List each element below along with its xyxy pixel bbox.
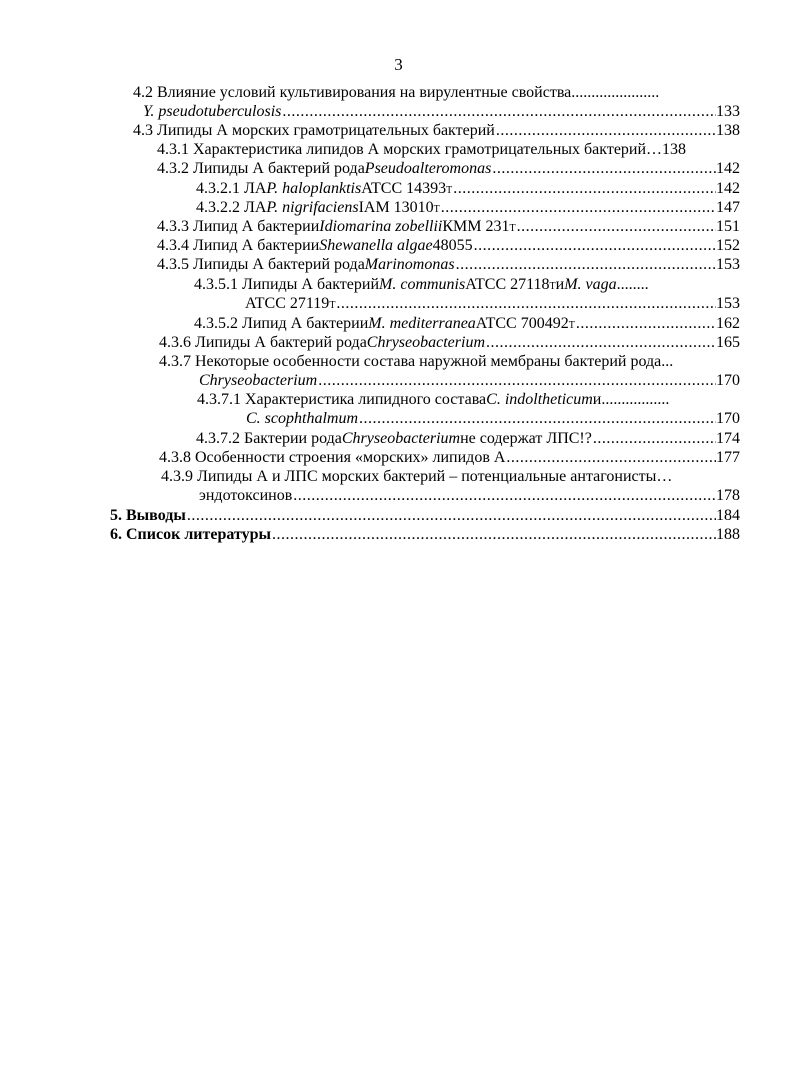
toc-entry-references[interactable] <box>110 526 740 544</box>
toc-entry-text: 4.3.3 Липид А бактерии <box>157 218 320 235</box>
leader-dots <box>455 256 716 274</box>
toc-entry-text: 4.3.7 Некоторые особенности состава наружной мембраны бактерий рода... <box>159 353 674 370</box>
toc-entry-4-3-5-2[interactable]: 4.3.5.2 Липид А бактерии M. mediterranea ATCC 700492 T ..... 162 <box>194 315 740 333</box>
leader-dots <box>516 218 716 236</box>
toc-page-number: 188 <box>716 526 740 543</box>
toc-entry-genus: Chryseobacterium <box>199 372 318 389</box>
toc-entry-genus: Chryseobacterium <box>366 334 485 351</box>
leader-dots <box>317 372 716 390</box>
toc-page-number: 177 <box>716 449 740 466</box>
toc-entry-strain: IAM 13010 <box>358 199 434 216</box>
toc-entry-text: 4.2 Влияние условий культивирования на вирулентные свойства <box>133 84 572 101</box>
toc-entry-4-3-8[interactable] <box>159 449 740 467</box>
toc-entry-text: 4.3.5.1 Липиды А бактерий <box>194 276 380 293</box>
toc-entry-text: 4.3.9 Липиды А и ЛПС морских бактерий – потенциальные антагонисты… <box>161 468 673 485</box>
toc-page-number: 170 <box>716 372 740 389</box>
toc-entry-4-3-9[interactable] <box>161 468 672 486</box>
toc-page-number: 165 <box>716 334 740 351</box>
toc-entry-text: 4.3.2.1 ЛА <box>196 180 267 197</box>
toc-entry-strain: 48055 <box>432 237 473 254</box>
toc-entry-text: 4.3.2 Липиды А бактерий рода <box>157 160 365 177</box>
leader-dots <box>592 430 716 448</box>
toc-entry-text: 4.3.8 Особенности строения «морских» липидов А <box>159 449 506 466</box>
toc-page-number: 142 <box>716 180 740 197</box>
toc-entry-4-3[interactable] <box>133 122 740 140</box>
toc-page-number: 153 <box>716 256 740 273</box>
toc-entry-4-3-5[interactable] <box>157 256 740 274</box>
toc-entry-text: 4.3 Липиды А морских грамотрицательных бактерий <box>133 122 495 139</box>
toc-entry-4-3-3[interactable]: 4.3.3 Липид А бактерии Idiomarina zobellii КММ 231 T ..... 151 <box>157 218 740 236</box>
toc-entry-text: 4.3.7.2 Бактерии рода <box>196 430 342 447</box>
leader-dots <box>452 180 716 198</box>
toc-entry-text-2: не содержат ЛПС!? <box>460 430 592 447</box>
leader-dots <box>485 334 716 352</box>
leader-dots <box>505 449 716 467</box>
toc-entry-4-3-6[interactable] <box>159 334 740 352</box>
toc-page-number: 184 <box>716 507 740 524</box>
toc-entry-species: Idiomarina zobellii <box>319 218 443 235</box>
toc-entry-strain: ATCC 14393 <box>361 180 447 197</box>
toc-entry-text: 4.3.2.2 ЛА <box>196 199 267 216</box>
toc-page-number: 153 <box>716 295 740 312</box>
toc-entry-4-2-cont[interactable] <box>143 103 740 121</box>
toc-entry-4-3-2-2[interactable]: 4.3.2.2 ЛА P. nigrifaciens IAM 13010 T ..... 147 <box>196 199 740 217</box>
toc-entry-4-3-5-1[interactable]: 4.3.5.1 Липиды А бактерий M. communis ATCC 27118 T и M. vaga ........ <box>194 276 649 293</box>
toc-entry-dots: ................. <box>601 391 670 408</box>
toc-entry-conclusions[interactable] <box>110 507 740 525</box>
leader-dots <box>575 315 716 333</box>
toc-entry-species: M. mediterranea <box>368 315 476 332</box>
leader-dots <box>473 237 716 255</box>
leader-dots <box>440 199 716 217</box>
toc-entry-4-3-1[interactable] <box>157 141 740 159</box>
toc-entry-text: 4.3.5 Липиды А бактерий рода <box>157 256 365 273</box>
toc-page-number: 170 <box>716 410 740 427</box>
toc-entry-species: C. indoltheticum <box>486 391 593 408</box>
toc-entry-species-2: M. vaga <box>564 276 617 293</box>
toc-entry-text: 5. Выводы <box>110 507 186 524</box>
toc-entry-conjunction: и <box>555 276 565 293</box>
leader-dots <box>281 103 716 121</box>
toc-entry-4-3-7-2[interactable] <box>196 430 740 448</box>
toc-entry-4-3-7-1-cont[interactable] <box>246 410 740 428</box>
toc-entry-text: эндотоксинов <box>199 487 293 504</box>
toc-entry-strain: КММ 231 <box>442 218 510 235</box>
leader-dots <box>292 487 716 505</box>
leader-dots <box>186 507 716 525</box>
leader-dots <box>271 526 716 544</box>
toc-entry-text: 4.3.6 Липиды А бактерий рода <box>159 334 367 351</box>
leader-dots <box>495 122 716 140</box>
toc-entry-text: 4.3.7.1 Характеристика липидного состава <box>197 391 487 408</box>
toc-entry-text: 4.3.5.2 Липид А бактерии <box>194 315 369 332</box>
toc-entry-4-3-7-cont[interactable] <box>199 372 740 390</box>
toc-entry-text: 4.3.4 Липид А бактерии <box>157 237 320 254</box>
toc-page-number: 142 <box>716 160 740 177</box>
page-number: 3 <box>394 55 403 74</box>
toc-entry-text: 6. Список литературы <box>110 526 271 543</box>
toc-entry-genus: Pseudoalteromonas <box>364 160 492 177</box>
toc-page-number: 151 <box>716 218 740 235</box>
toc-page-number: 147 <box>716 199 740 216</box>
toc-page-number: 138 <box>716 122 740 139</box>
toc-entry-4-3-7-1[interactable] <box>197 391 669 409</box>
toc-page-number: 152 <box>716 237 740 254</box>
toc-page-number: 178 <box>716 487 740 504</box>
toc-entry-strain: ATCC 27119 <box>245 295 330 312</box>
toc-entry-species: Shewanella algae <box>319 237 433 254</box>
toc-entry-strain: ATCC 700492 <box>475 315 569 332</box>
toc-page-number: 133 <box>716 103 740 120</box>
leader-dots <box>358 410 716 428</box>
toc-entry-4-3-4[interactable] <box>157 237 740 255</box>
toc-entry-4-2[interactable] <box>133 84 659 102</box>
toc-entry-conjunction: и <box>592 391 602 408</box>
toc-entry-species: C. scophthalmum <box>246 410 358 427</box>
toc-entry-text: 4.3.1 Характеристика липидов А морских грамотрицательных бактерий… <box>157 141 663 158</box>
toc-entry-dots: ...................... <box>571 84 660 101</box>
toc-entry-4-3-2-1[interactable]: 4.3.2.1 ЛА P. haloplanktis ATCC 14393 T ..... 142 <box>196 180 740 198</box>
toc-page-number: 174 <box>716 430 740 447</box>
toc-page-number: 162 <box>716 315 740 332</box>
toc-entry-genus: Marinomonas <box>364 256 455 273</box>
toc-entry-4-3-7[interactable] <box>159 353 673 371</box>
toc-entry-genus: Chryseobacterium <box>341 430 461 447</box>
toc-entry-species: Y. pseudotuberculosis <box>143 103 282 120</box>
toc-entry-species: P. nigrifaciens <box>266 199 359 216</box>
toc-entry-species: M. communis <box>379 276 466 293</box>
toc-page-number: 138 <box>662 141 687 158</box>
toc-entry-4-3-9-cont[interactable] <box>199 487 740 505</box>
toc-entry-4-3-2[interactable] <box>157 160 740 178</box>
toc-entry-4-3-5-1-cont[interactable]: ATCC 27119 T ..... 153 <box>245 295 740 313</box>
toc-entry-strain: ATCC 27118 <box>465 276 550 293</box>
leader-dots <box>335 295 716 313</box>
toc-entry-species: P. haloplanktis <box>266 180 362 197</box>
toc-entry-dots: ........ <box>616 276 649 293</box>
leader-dots <box>491 160 716 178</box>
